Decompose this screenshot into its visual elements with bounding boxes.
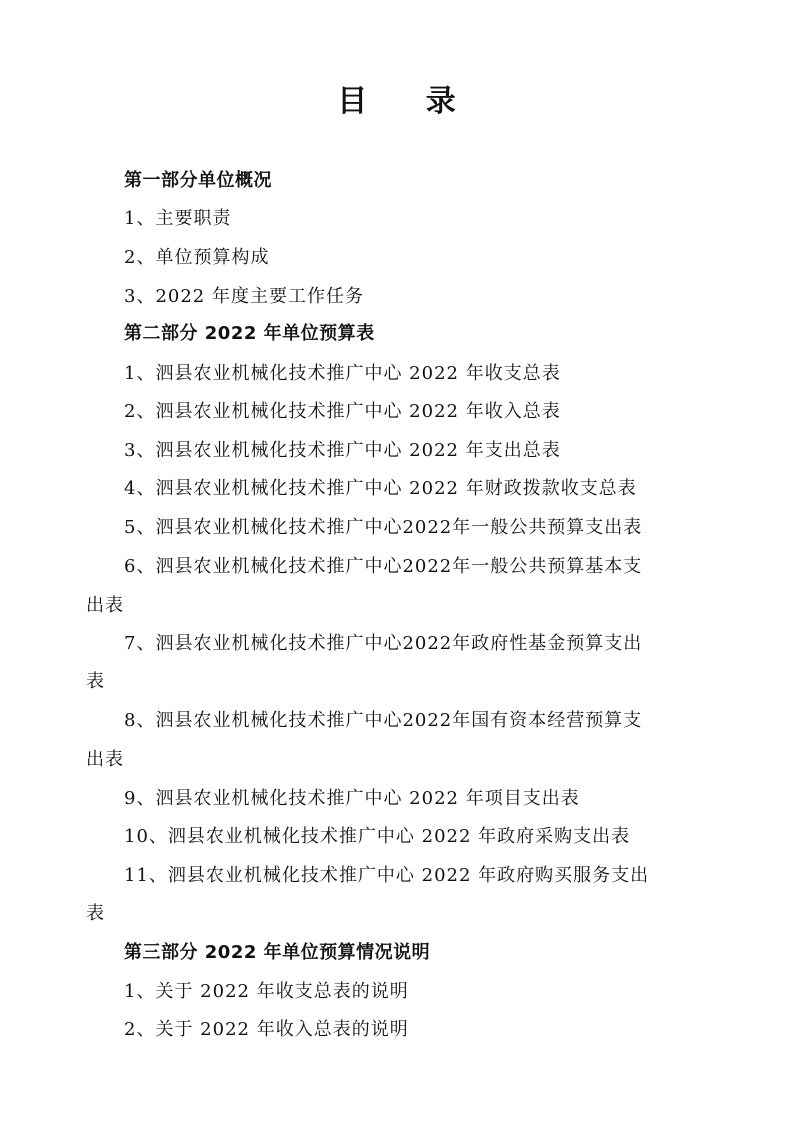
toc-item-continuation: 出表 bbox=[86, 749, 124, 770]
part2-heading: 第二部分 2022 年单位预算表 bbox=[124, 323, 375, 344]
toc-item-continuation: 出表 bbox=[86, 595, 124, 616]
page-title: 目 录 bbox=[337, 84, 480, 119]
toc-item: 1、关于 2022 年收支总表的说明 bbox=[124, 981, 409, 1002]
toc-item: 7、泗县农业机械化技术推广中心2022年政府性基金预算支出 bbox=[124, 633, 643, 654]
toc-item: 11、泗县农业机械化技术推广中心 2022 年政府购买服务支出 bbox=[124, 865, 650, 886]
toc-item: 5、泗县农业机械化技术推广中心2022年一般公共预算支出表 bbox=[124, 517, 643, 538]
toc-item: 9、泗县农业机械化技术推广中心 2022 年项目支出表 bbox=[124, 788, 580, 809]
toc-item: 6、泗县农业机械化技术推广中心2022年一般公共预算基本支 bbox=[124, 556, 643, 577]
toc-item: 4、泗县农业机械化技术推广中心 2022 年财政拨款收支总表 bbox=[124, 478, 637, 499]
toc-item-continuation: 表 bbox=[86, 903, 105, 924]
toc-item: 8、泗县农业机械化技术推广中心2022年国有资本经营预算支 bbox=[124, 710, 643, 731]
toc-item: 3、泗县农业机械化技术推广中心 2022 年支出总表 bbox=[124, 440, 561, 461]
toc-item-continuation: 表 bbox=[86, 671, 105, 692]
toc-item: 1、主要职责 bbox=[124, 208, 232, 229]
toc-item: 10、泗县农业机械化技术推广中心 2022 年政府采购支出表 bbox=[124, 826, 631, 847]
toc-item: 2、单位预算构成 bbox=[124, 247, 270, 268]
toc-item: 3、2022 年度主要工作任务 bbox=[124, 286, 364, 307]
toc-item: 2、关于 2022 年收入总表的说明 bbox=[124, 1019, 409, 1040]
toc-item: 2、泗县农业机械化技术推广中心 2022 年收入总表 bbox=[124, 401, 561, 422]
part1-heading: 第一部分单位概况 bbox=[124, 170, 272, 191]
toc-item: 1、泗县农业机械化技术推广中心 2022 年收支总表 bbox=[124, 363, 561, 384]
part3-heading: 第三部分 2022 年单位预算情况说明 bbox=[124, 942, 431, 963]
